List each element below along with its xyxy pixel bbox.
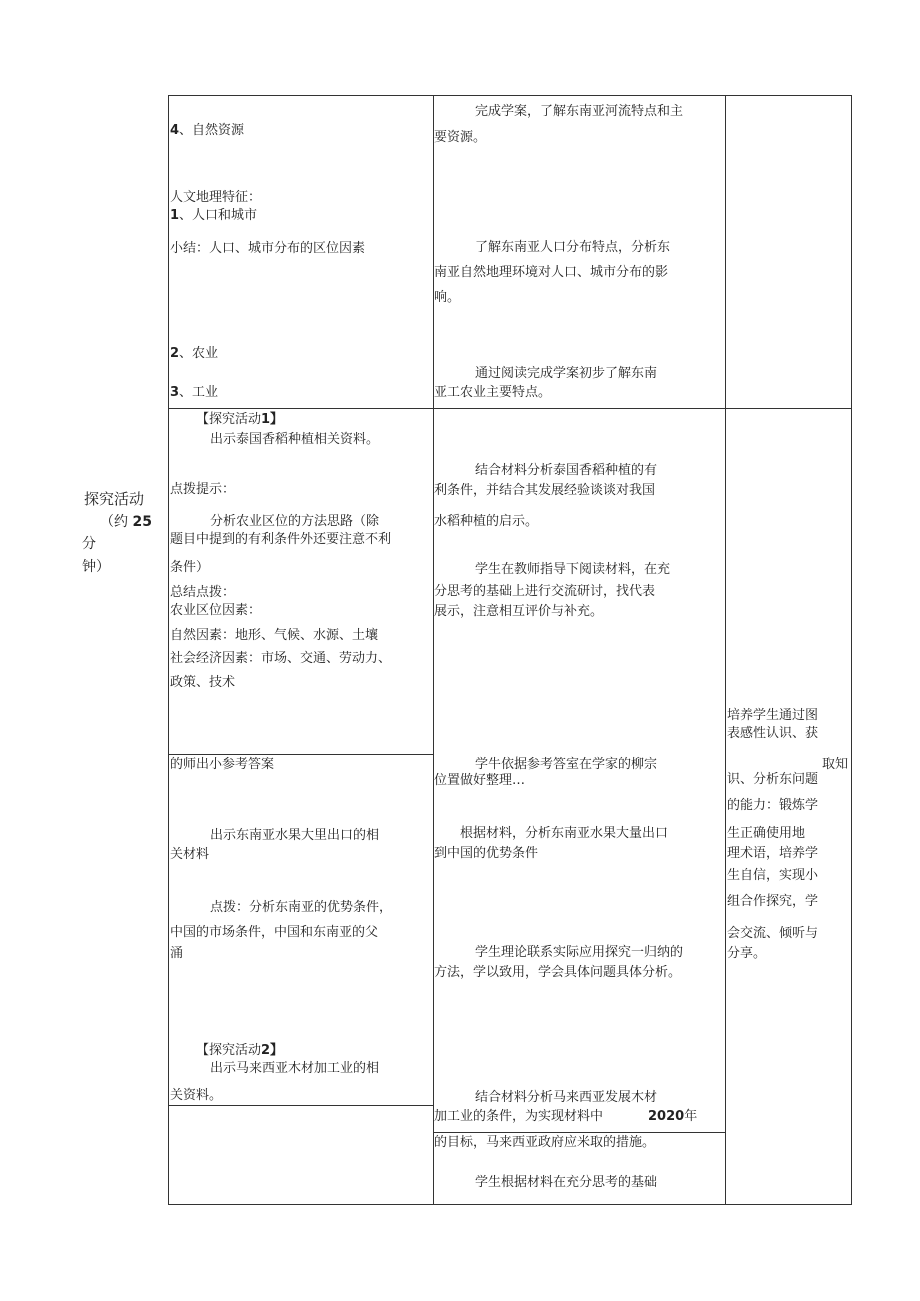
student-text: 学生在教师指导下阅读材料，在充 — [475, 562, 671, 577]
goal-text: 分享。 — [727, 946, 767, 961]
column-divider-1 — [433, 95, 434, 1205]
content-text: 总结点拨： — [170, 585, 236, 600]
side-label-line4: 钟） — [82, 559, 110, 575]
content-text: 涌 — [170, 946, 184, 961]
student-text: 展示，注意相互评价与补充。 — [434, 604, 604, 619]
student-text: 完成学案，了解东南亚河流特点和主 — [475, 104, 684, 119]
industry-number: 3 — [170, 385, 180, 400]
side-label-line2 — [100, 514, 152, 530]
industry-label: 、工业 — [179, 385, 219, 400]
content-cell-divider — [168, 754, 433, 755]
side-label-line1: 探究活动 — [84, 490, 145, 508]
natural-resources-number: 4 — [170, 123, 180, 138]
content-text: 中国的市场条件，中国和东南亚的父 — [170, 925, 379, 940]
student-text: 南亚自然地理环境对人口、城市分布的影 — [434, 265, 669, 280]
natural-resources-label: 、自然资源 — [179, 123, 245, 138]
student-text: 了解东南亚人口分布特点，分析东 — [475, 240, 671, 255]
student-text: 学生理论联系实际应用探究一归纳的 — [475, 945, 684, 960]
content-text: 社会经济因素：市场、交通、劳动力、 — [170, 651, 392, 666]
student-text: 亚工农业主要特点。 — [434, 385, 552, 400]
content-text: 关材料 — [170, 847, 210, 862]
humanities-heading: 人文地理特征： — [170, 190, 262, 205]
activity2-label: 【探究活动 — [196, 1043, 262, 1058]
student-text: 到中国的优势条件 — [434, 846, 539, 861]
activity1-label: 【探究活动 — [196, 412, 262, 427]
year-suffix: 年 — [684, 1109, 698, 1124]
population-heading — [170, 208, 257, 224]
student-text: 根据材料，分析东南亚水果大量出口 — [460, 826, 669, 841]
table-left-border — [168, 95, 169, 1205]
content-text: 题目中提到的有利条件外还要注意不利 — [170, 532, 392, 547]
goal-text: 的能力：锻炼学 — [727, 798, 819, 813]
side-label-line3: 分 — [82, 536, 96, 552]
student-text: 位置做好整理… — [434, 773, 526, 788]
content-text: 自然因素：地形、气候、水源、土壤 — [170, 628, 379, 643]
year-text — [648, 1109, 697, 1125]
content-cell-divider-2 — [168, 1105, 433, 1106]
student-text: 利条件，并结合其发展经验谈谈对我国 — [434, 483, 656, 498]
content-text: 的师出小参考答案 — [170, 757, 275, 772]
column-divider-2 — [725, 95, 726, 1205]
student-text: 的目标，马来西亚政府应米取的措施。 — [434, 1135, 656, 1150]
goal-text: 理术语，培养学 — [727, 846, 819, 861]
goal-text: 会交流、倾听与 — [727, 926, 819, 941]
student-text: 加工业的条件，为实现材料中 — [434, 1109, 604, 1124]
student-text: 分思考的基础上进行交流研讨，找代表 — [434, 584, 656, 599]
goal-text: 识、分析东问题 — [727, 772, 819, 787]
content-text: 出示泰国香稻种植相关资料。 — [210, 432, 380, 447]
content-text: 点拨提示： — [170, 482, 236, 497]
goal-text: 表感性认识、获 — [727, 726, 819, 741]
student-text: 学牛依据参考答室在学家的柳宗 — [475, 757, 658, 772]
goal-text: 取知 — [822, 757, 849, 772]
table-right-border — [851, 95, 852, 1205]
student-text: 结合材料分析马来西亚发展木材 — [475, 1090, 658, 1105]
student-text: 要资源。 — [434, 130, 487, 145]
content-text: 农业区位因素： — [170, 603, 262, 618]
student-text: 结合材料分析泰国香稻种植的有 — [475, 463, 658, 478]
agriculture-number: 2 — [170, 346, 180, 361]
student-cell-divider — [433, 1132, 725, 1133]
student-text: 学生根据材料在充分思考的基础 — [475, 1175, 658, 1190]
content-text: 关资料。 — [170, 1088, 223, 1103]
row-divider — [168, 408, 852, 409]
content-text: 点拨：分析东南亚的优势条件， — [210, 900, 393, 915]
activity2-heading — [196, 1043, 283, 1059]
student-text: 通过阅读完成学案初步了解东南 — [475, 366, 658, 381]
goal-text: 生自信，实现小 — [727, 868, 819, 883]
population-label: 、人口和城市 — [179, 208, 258, 223]
content-text: 出示东南亚水果大里出口的相 — [210, 828, 380, 843]
year-number: 2020 — [648, 1109, 685, 1124]
student-text: 方法，学以致用，学会具体问题具体分析。 — [434, 965, 682, 980]
content-text: 条件） — [170, 560, 210, 575]
agriculture-label: 、农业 — [179, 346, 219, 361]
table-bottom-border — [168, 1204, 852, 1205]
activity1-heading — [196, 412, 283, 428]
activity2-number: 2】 — [261, 1043, 284, 1058]
agriculture-heading — [170, 346, 218, 362]
summary-text: 小结：人口、城市分布的区位因素 — [170, 241, 366, 256]
table-top-border — [168, 95, 852, 96]
population-number: 1 — [170, 208, 180, 223]
side-label-minutes: 25 — [132, 514, 152, 530]
student-text: 响。 — [434, 290, 461, 305]
goal-text: 培养学生通过图 — [727, 708, 819, 723]
content-text: 出示马来西亚木材加工业的相 — [210, 1061, 380, 1076]
activity1-number: 1】 — [261, 412, 284, 427]
goal-text: 生正确使用地 — [727, 826, 806, 841]
side-label-prefix: （约 — [100, 514, 128, 530]
goal-text: 组合作探究，学 — [727, 894, 819, 909]
student-text: 水稻种植的启示。 — [434, 514, 539, 529]
natural-resources-heading — [170, 123, 244, 139]
content-text: 政策、技术 — [170, 675, 236, 690]
content-text: 分析农业区位的方法思路（除 — [210, 514, 380, 529]
industry-heading — [170, 385, 218, 401]
